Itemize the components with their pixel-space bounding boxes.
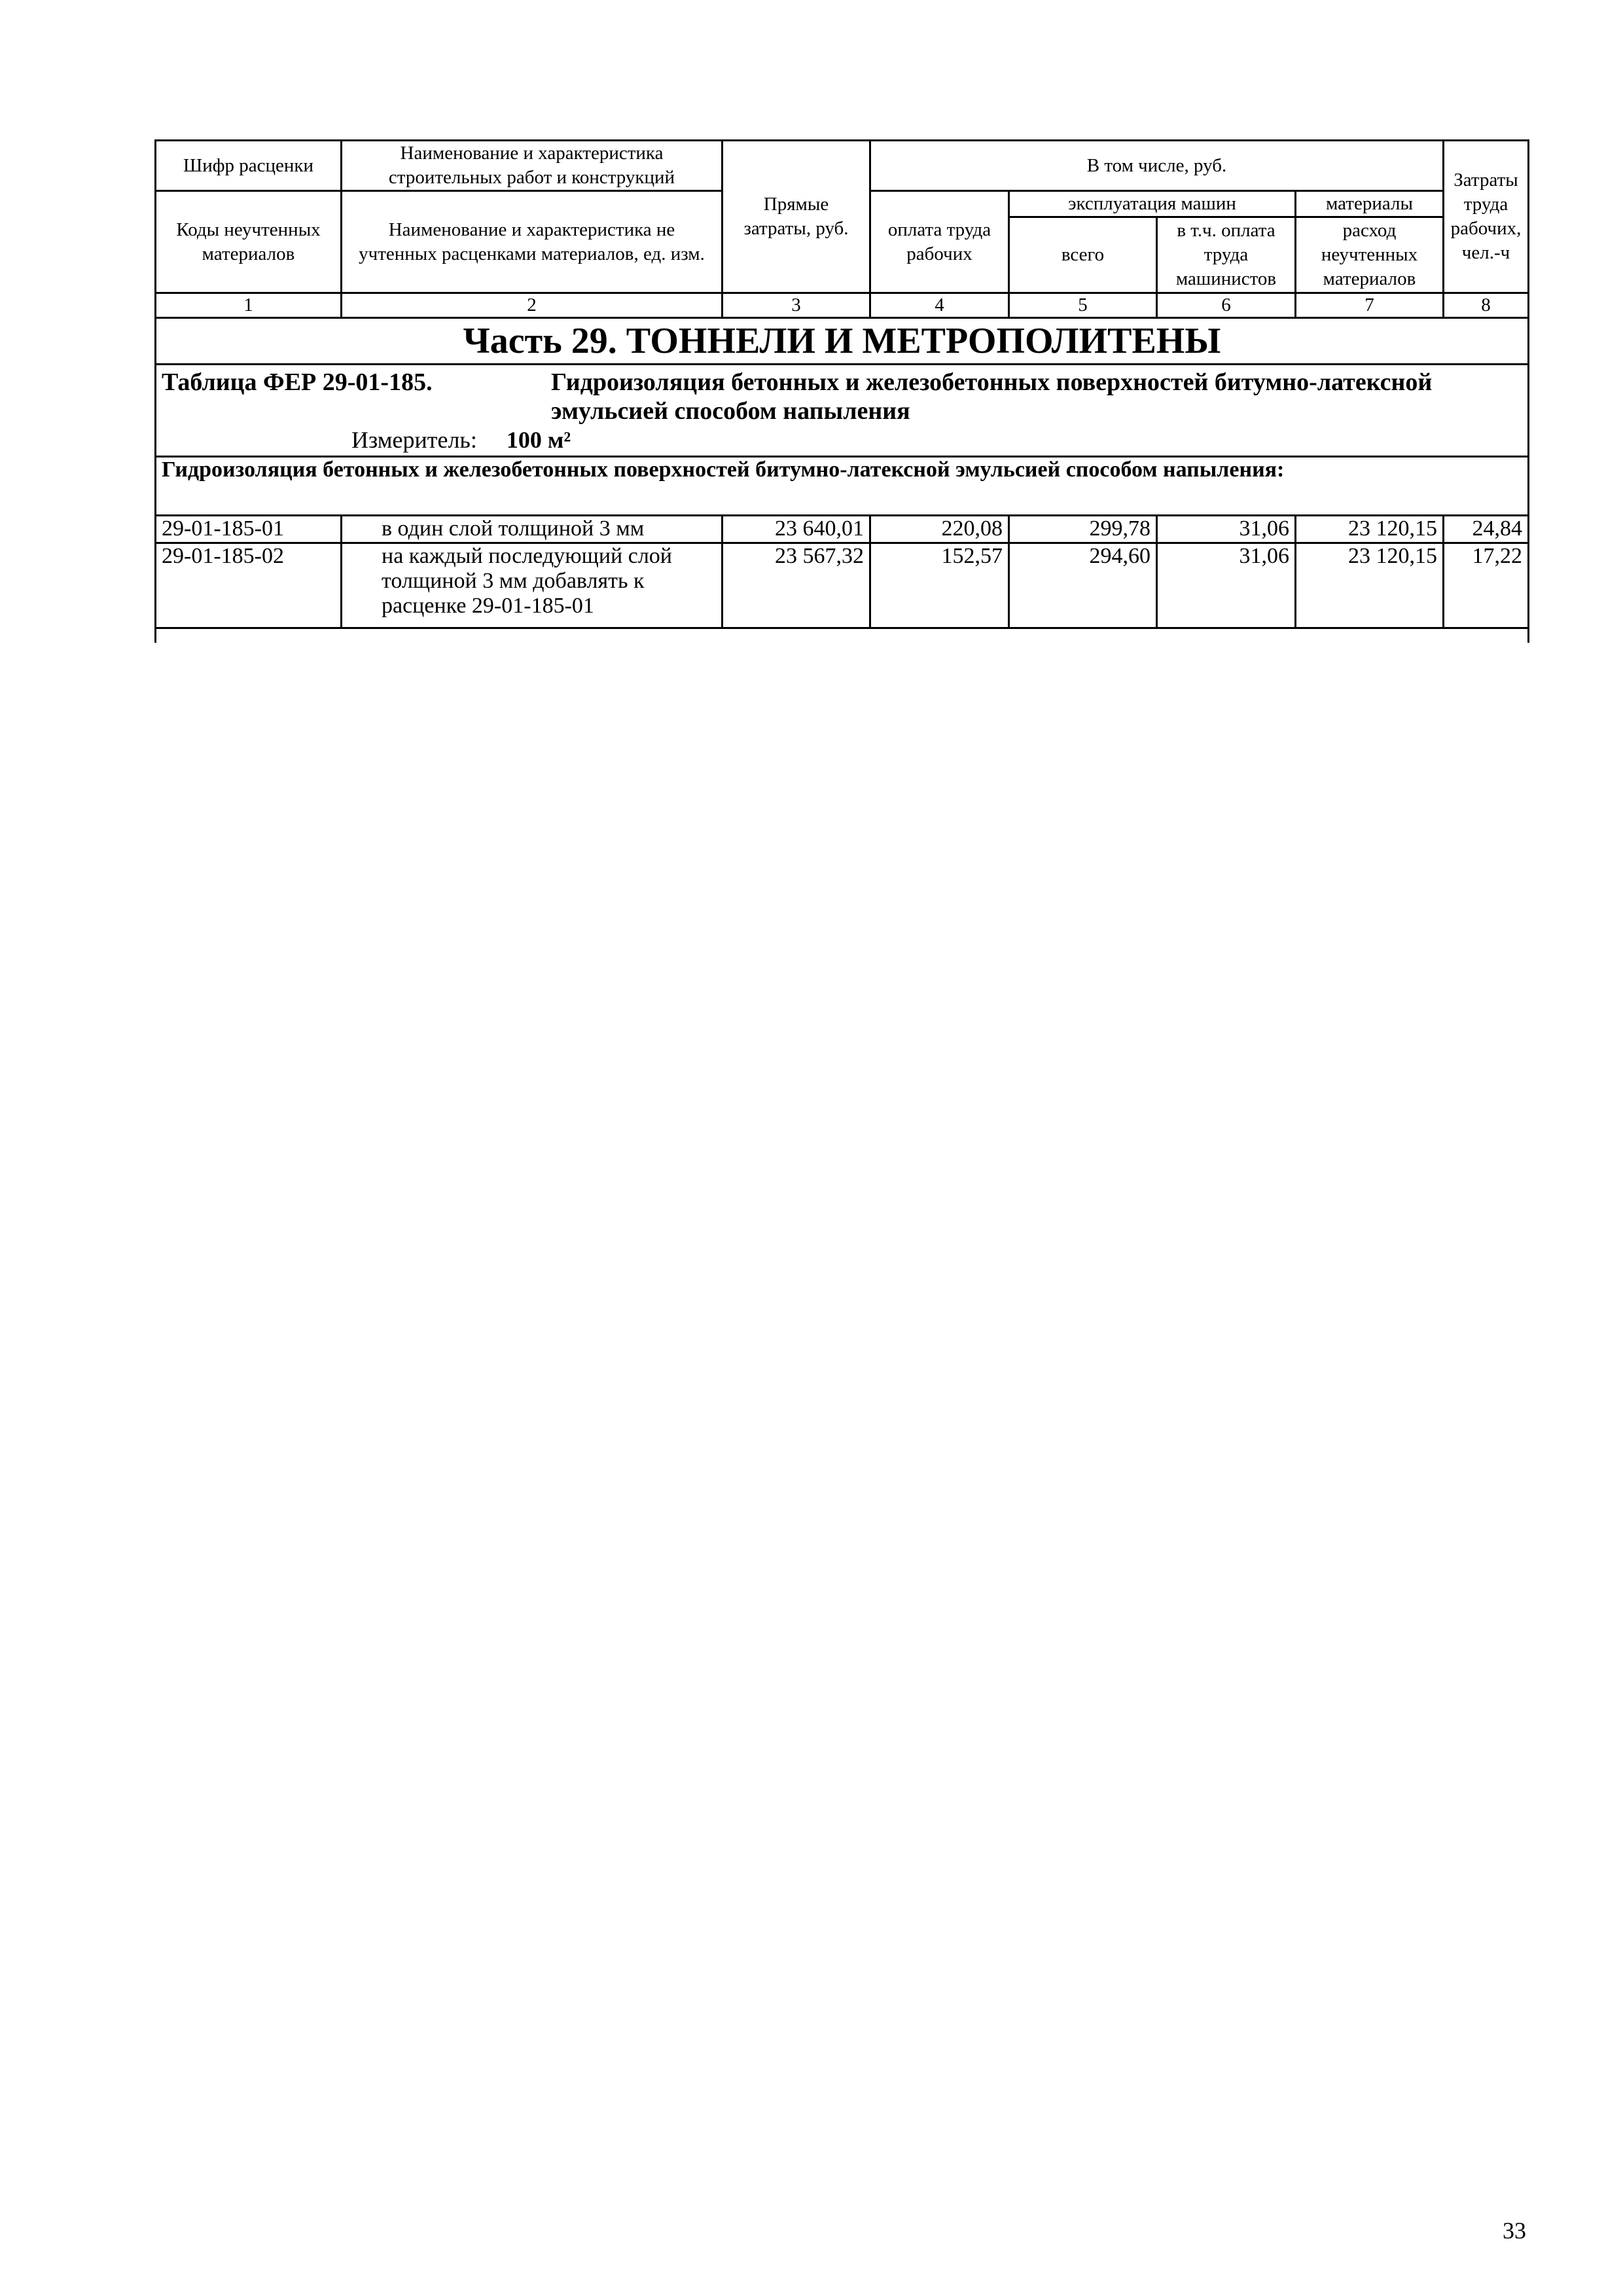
header-machines: эксплуатация машин bbox=[1009, 191, 1296, 217]
column-number: 8 bbox=[1444, 293, 1529, 318]
header-incl-operators: в т.ч. оплата труда машинистов bbox=[1157, 217, 1296, 293]
header-workers-pay: оплата труда рабочих bbox=[870, 191, 1009, 293]
table-tail bbox=[156, 628, 1529, 643]
column-number: 7 bbox=[1296, 293, 1444, 318]
table-continuation bbox=[156, 628, 1529, 643]
row-name: на каждый последующий слой толщиной 3 мм добавлять к расценке 29-01-185-01 bbox=[342, 543, 722, 628]
measure-value: 100 м² bbox=[506, 427, 571, 453]
row-machines-total: 299,78 bbox=[1009, 516, 1157, 543]
row-code: 29-01-185-01 bbox=[156, 516, 342, 543]
column-number: 5 bbox=[1009, 293, 1157, 318]
row-materials: 23 120,15 bbox=[1296, 516, 1444, 543]
table-heading bbox=[162, 368, 1522, 425]
table-code: Таблица ФЕР 29-01-185. bbox=[162, 368, 433, 396]
column-number: 3 bbox=[722, 293, 870, 318]
row-machines-total: 294,60 bbox=[1009, 543, 1157, 628]
header-materials: материалы bbox=[1296, 191, 1444, 217]
part-title-row bbox=[156, 318, 1529, 365]
group-title-row bbox=[156, 457, 1529, 516]
group-title: Гидроизоляция бетонных и железобетонных поверхностей битумно-латексной эмульсией способом напыления: bbox=[156, 457, 1529, 516]
header-name-bottom: Наименование и характеристика не учтенных расценками материалов, ед. изм. bbox=[342, 191, 722, 293]
row-labor: 24,84 bbox=[1444, 516, 1529, 543]
column-number: 6 bbox=[1157, 293, 1296, 318]
table-section-row bbox=[156, 365, 1529, 457]
row-operators-pay: 31,06 bbox=[1157, 516, 1296, 543]
measure-label: Измеритель: bbox=[351, 427, 477, 453]
price-table bbox=[154, 139, 1529, 643]
column-number: 2 bbox=[342, 293, 722, 318]
page-number: 33 bbox=[1503, 2217, 1526, 2244]
header-unaccounted-materials: расход неучтенных материалов bbox=[1296, 217, 1444, 293]
header-labor-costs: Затраты труда рабочих, чел.-ч bbox=[1444, 141, 1529, 293]
row-operators-pay: 31,06 bbox=[1157, 543, 1296, 628]
row-workers-pay: 220,08 bbox=[870, 516, 1009, 543]
measure-line bbox=[162, 425, 1522, 454]
row-workers-pay: 152,57 bbox=[870, 543, 1009, 628]
header-row-top bbox=[156, 141, 1529, 191]
header-total: всего bbox=[1009, 217, 1157, 293]
part-title: Часть 29. ТОННЕЛИ И МЕТРОПОЛИТЕНЫ bbox=[156, 318, 1529, 365]
table-row bbox=[156, 543, 1529, 628]
row-labor: 17,22 bbox=[1444, 543, 1529, 628]
header-direct-costs: Прямые затраты, руб. bbox=[722, 141, 870, 293]
row-direct-costs: 23 640,01 bbox=[722, 516, 870, 543]
row-direct-costs: 23 567,32 bbox=[722, 543, 870, 628]
header-including: В том числе, руб. bbox=[870, 141, 1444, 191]
column-number: 1 bbox=[156, 293, 342, 318]
table-description: Гидроизоляция бетонных и железобетонных поверхностей битумно-латексной эмульсией способом напыления bbox=[551, 368, 1433, 425]
column-number-row bbox=[156, 293, 1529, 318]
row-name: в один слой толщиной 3 мм bbox=[342, 516, 722, 543]
table-section bbox=[156, 365, 1529, 457]
header-material-codes: Коды неучтенных материалов bbox=[156, 191, 342, 293]
row-code: 29-01-185-02 bbox=[156, 543, 342, 628]
table-row bbox=[156, 516, 1529, 543]
header-cipher: Шифр расценки bbox=[156, 141, 342, 191]
header-name-top: Наименование и характеристика строительных работ и конструкций bbox=[342, 141, 722, 191]
row-materials: 23 120,15 bbox=[1296, 543, 1444, 628]
column-number: 4 bbox=[870, 293, 1009, 318]
